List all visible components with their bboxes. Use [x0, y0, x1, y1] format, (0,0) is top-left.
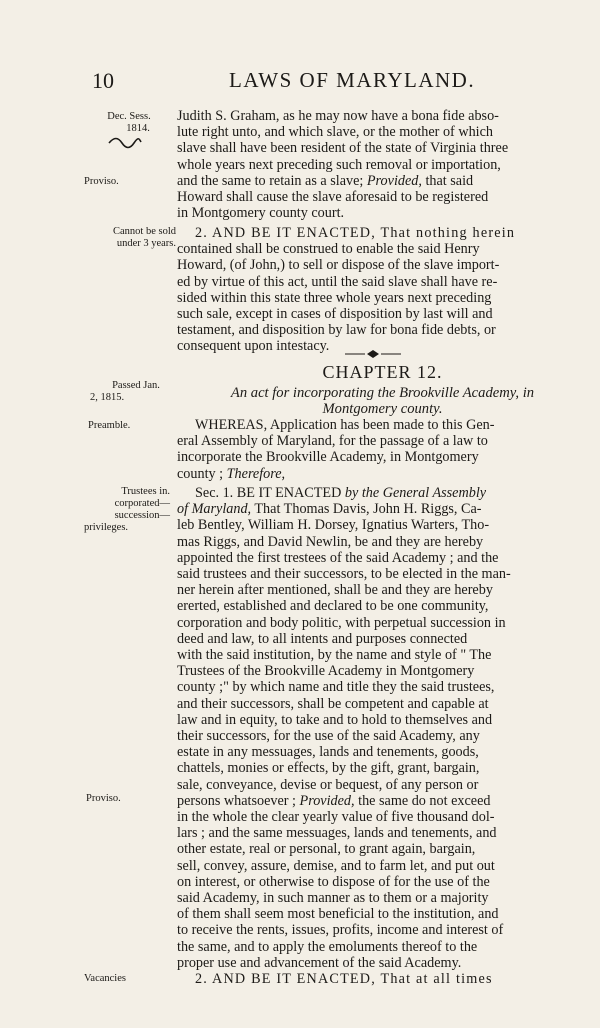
- preamble-text: WHEREAS, Application has been made to this Gen- eral Assembly of Maryland, for the passage of a law to incorporate the Brookville Academy, in Montgomery county ; Therefore,: [177, 417, 495, 482]
- section-1-text: Judith S. Graham, as he may now have a bona fide abso- lute right unto, and which slave, or the mother of which slave shall have been resident of the state of Virginia three whole years next preceding such removal or importation, and the same to retain as a slave; Provided, that said Howard shall cause the slave aforesaid to be registered in Montgomery county court.: [177, 108, 509, 222]
- chapter-title: CHAPTER 12.: [322, 362, 443, 382]
- margin-note-trustees: Trustees in. corporated— succession— privileges.: [84, 486, 170, 533]
- act-title: An act for incorporating the Brookville Academy, in Montgomery county.: [230, 385, 535, 417]
- page-header: [0, 68, 600, 98]
- page-number: 10: [92, 68, 114, 93]
- running-title: LAWS OF MARYLAND.: [229, 68, 476, 92]
- chapter-divider-ornament: [343, 349, 403, 359]
- margin-note-cannot-be-sold: Cannot be sold under 3 years.: [113, 226, 176, 249]
- margin-note-proviso-1: Proviso.: [84, 176, 119, 187]
- margin-note-passed: Passed Jan. 2, 1815.: [90, 380, 160, 403]
- section-2-text: 2. AND BE IT ENACTED, That nothing herein contained shall be construed to enable the said Henry Howard, (of John,) to sell or dispose of the slave import- ed by virtue of this act, until the said slave shall have re- sided within this state three whole years next preceding such sale, except in cases of disposition by last will and testament, and disposition by law for bona fide debts, or consequent upon intestacy.: [177, 225, 516, 355]
- margin-note-session: Dec. Sess. 1814.: [107, 111, 151, 134]
- flourish-ornament: [108, 137, 142, 149]
- margin-note-preamble: Preamble.: [88, 420, 131, 431]
- margin-note-vacancies: Vacancies: [84, 973, 126, 984]
- margin-note-proviso-2: Proviso.: [86, 793, 121, 804]
- section-1-enactment-text: Sec. 1. BE IT ENACTED by the General Assembly of Maryland, That Thomas Davis, John H. Riggs, Ca- leb Bentley, William H. Dorsey, Ignatius Warters, Tho- mas Riggs, and David Newlin, be and they are hereby appointed the first trestees of the said Academy ; and the said trustees and their successors, to be elected in the man- ner herein after mentioned, shall be and they are hereby ererted, established and declared to be one community, corporation and body politic, with perpetual succession in deed and law, to all intents and purposes connected with the said institution, by the name and style of " The Trustees of the Brookville Academy in Montgomery county ;" by which name and title they the said trustees, and their successors, shall be competent and capable at law and in equity, to take and to hold to themselves and their successors, for the use of the said Academy, any estate in any messuages, lands and tenements, goods, chattels, monies or effects, by the gift, grant, bargain, sale, conveyance, devise or bequest, of any person or persons whatsoever ; Provided, the same do not exceed in the whole the clear yearly value of five thousand dol- lars ; and the same messuages, lands and tenements, and other estate, real or personal, to grant again, bargain, sell, convey, assure, demise, and to farm let, and put out on interest, or otherwise to dispose of for the use of the said Academy, in such manner as to them or a majority of them shall seem most beneficial to the institution, and to receive the rents, issues, profits, income and interest of the same, and to apply the emoluments thereof to the proper use and advancement of the said Academy. 2. AND BE IT ENACTED, That at all times: [177, 485, 511, 988]
